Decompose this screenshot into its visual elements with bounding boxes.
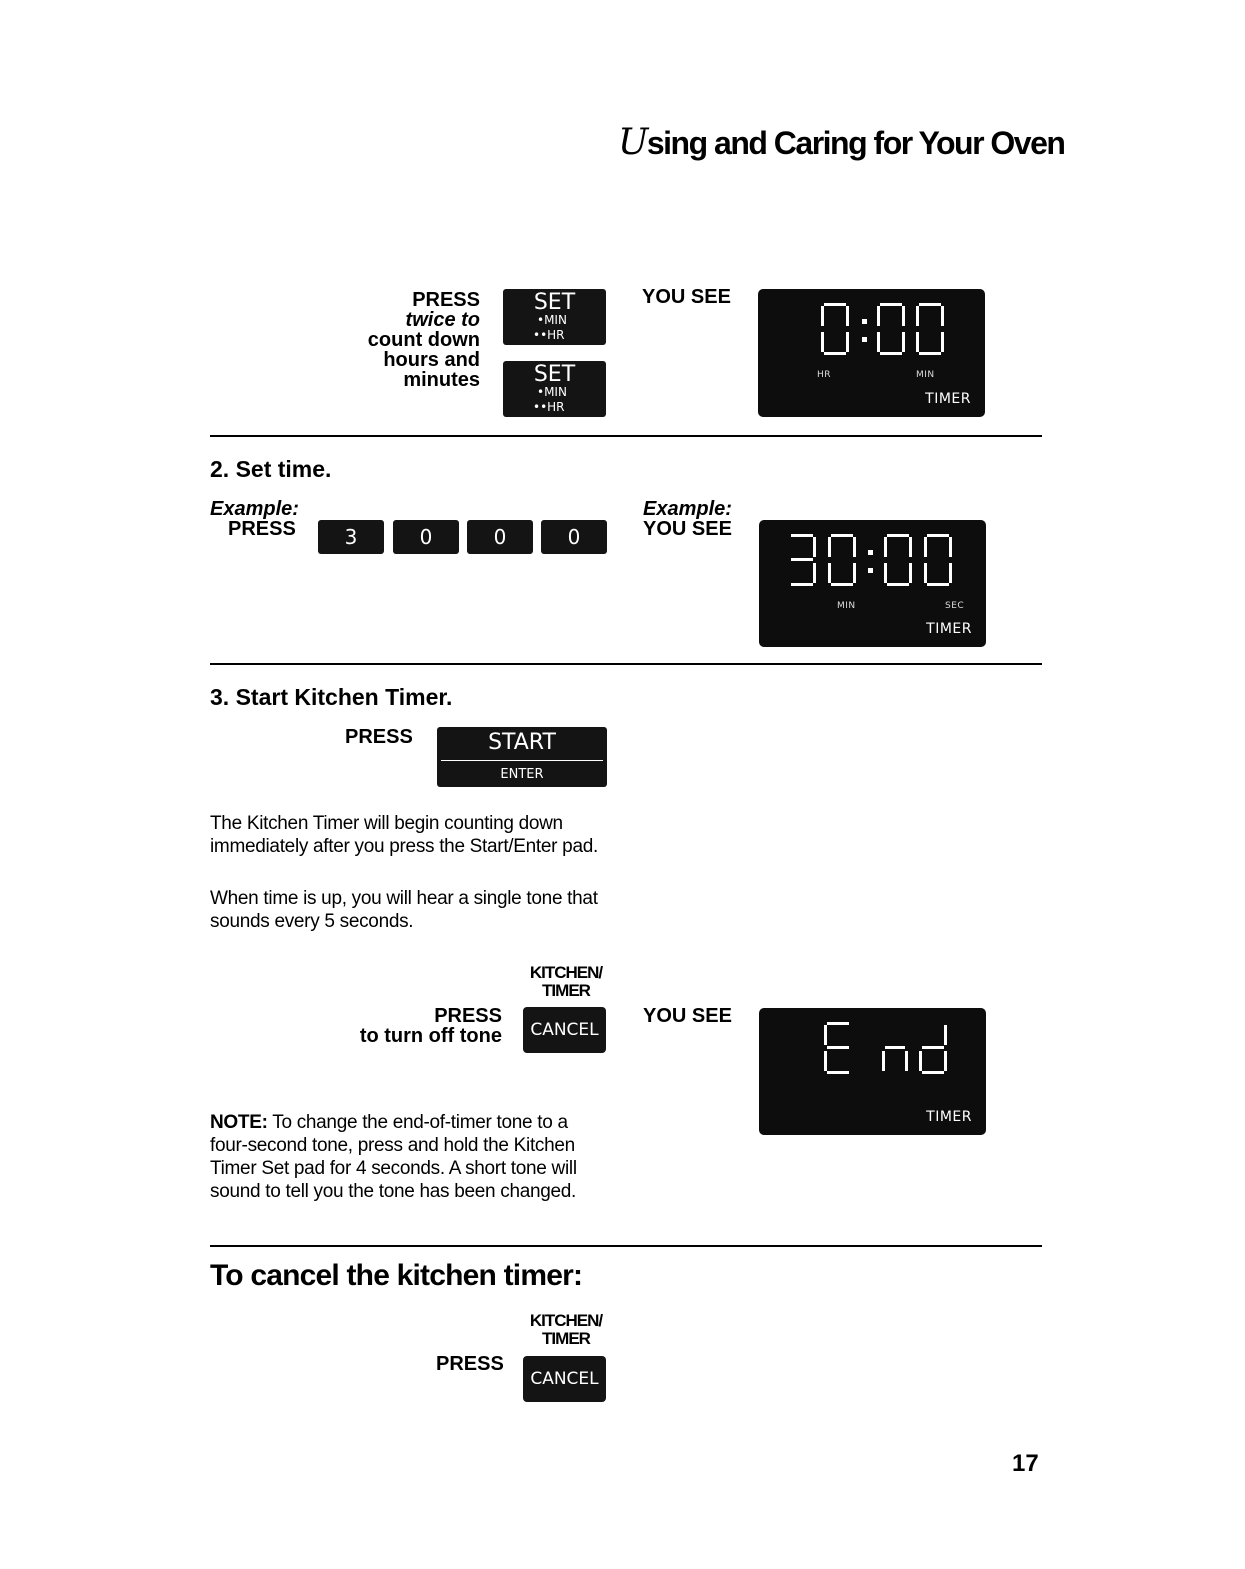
press-line: PRESS [412,289,480,311]
display-timer-label: TIMER [926,621,972,637]
section-divider [210,1245,1042,1247]
start-paragraph: The Kitchen Timer will begin counting down immediately after you press the Start/Enter pad. [210,813,598,857]
press-line: minutes [403,369,480,391]
cancel-key[interactable]: CANCEL [523,1007,606,1053]
display-sec-label: SEC [945,601,965,611]
set-key[interactable] [503,361,606,417]
press-line: to turn off tone [359,1025,502,1047]
example-label: Example: [210,498,299,520]
digit-3-key[interactable]: 3 [318,520,384,554]
step-3-title: 3. Start Kitchen Timer. [210,684,453,710]
page-header-title [618,122,1065,163]
page-number: 17 [1012,1450,1039,1477]
note-label: NOTE: [210,1112,268,1133]
set-key-min: •MIN [537,313,567,327]
note-text: To change the end-of-timer tone to a four-second tone, press and hold the Kitchen Timer Set pad for 4 seconds. A short tone will sound to tell you the tone has been changed. [210,1112,577,1202]
display-readout [816,297,966,361]
press-label: PRESS [228,518,296,540]
kitchen-timer-line: KITCHEN/ [529,963,603,982]
enter-key-label: ENTER [500,767,544,782]
example-label: Example: [643,498,732,520]
press-line: hours and [383,349,480,371]
timer-display [759,520,986,647]
press-line: twice to [405,309,480,331]
timer-display [759,1008,986,1135]
cancel-section-title: To cancel the kitchen timer: [210,1259,583,1292]
display-timer-label: TIMER [926,1109,972,1125]
section-divider [210,435,1042,437]
header-title-rest: sing and Caring for Your Oven [646,125,1065,161]
you-see-label: YOU SEE [642,286,731,308]
you-see-label: YOU SEE [643,1005,732,1027]
digit-0-key[interactable]: 0 [393,520,459,554]
step-2-title: 2. Set time. [210,456,332,482]
press-line: PRESS [434,1005,502,1027]
press-label: PRESS [436,1353,504,1375]
kitchen-timer-label [518,1312,614,1348]
kitchen-timer-line: TIMER [542,981,590,1000]
display-min-label: MIN [916,370,935,380]
display-hr-label: HR [817,370,832,380]
note-paragraph [210,1111,610,1203]
display-readout [819,1016,969,1080]
start-key-label: START [488,730,556,755]
set-key-label: SET [533,290,576,315]
press-twice-instruction [330,290,480,390]
cancel-key[interactable]: CANCEL [523,1356,606,1402]
digit-0-key[interactable]: 0 [541,520,607,554]
kitchen-timer-line: KITCHEN/ [529,1311,603,1330]
press-turn-off-instruction [330,1006,502,1046]
key-divider [441,760,603,761]
press-line: count down [367,329,480,351]
you-see-label: YOU SEE [643,518,732,540]
set-key-hr: ••HR [533,328,565,342]
set-key-hr: ••HR [533,400,565,414]
kitchen-timer-label [518,964,614,1000]
timer-display [758,289,985,417]
display-timer-label: TIMER [925,391,971,407]
digit-0-key[interactable]: 0 [467,520,533,554]
header-initial: U [618,122,647,163]
press-label: PRESS [345,726,413,748]
set-key[interactable] [503,289,606,345]
set-key-label: SET [533,362,576,387]
display-readout [783,528,973,592]
tone-paragraph: When time is up, you will hear a single tone that sounds every 5 seconds. [210,888,598,932]
display-min-label: MIN [837,601,856,611]
start-enter-key[interactable] [437,727,607,787]
section-divider [210,663,1042,665]
kitchen-timer-line: TIMER [542,1329,590,1348]
set-key-min: •MIN [537,385,567,399]
